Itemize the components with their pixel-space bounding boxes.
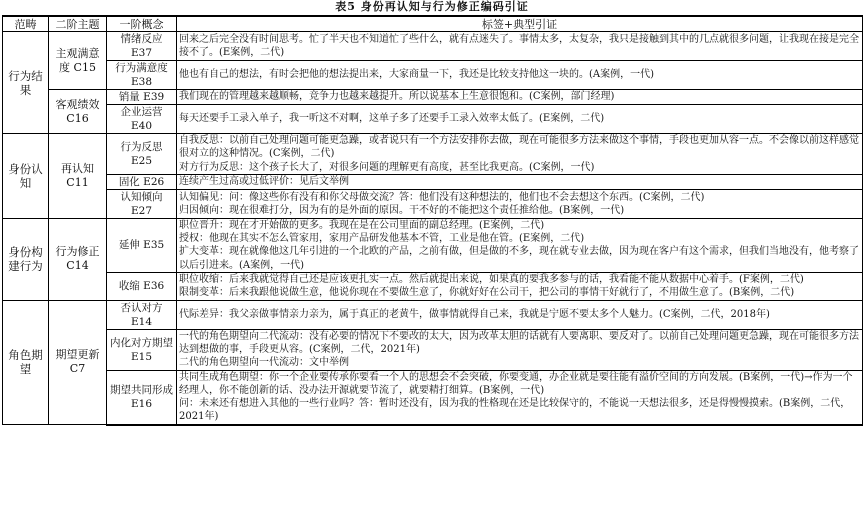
first-order-cell: 行为反思 E25	[107, 134, 177, 175]
quote-cell	[177, 61, 863, 90]
quote-text: 代际差异：我父亲做事情亲力亲为，属于真正的老黄牛，做事情就得自己来，我就是宁愿不要太多个人魅力。(C案例，二代，2018年)	[179, 309, 770, 321]
quote-text: 授权：他现在其实不怎么管家用，家用产品研发他基本不管，工业是他在管。(E案例，二代)	[179, 233, 585, 245]
first-order-cell: 否认对方 E14	[107, 300, 177, 329]
quote-text: 认知偏见：问：像这些你有没有和你父母做交流？答：他们没有这种想法的，他们也不会去想这个东西。(C案例，二代)	[179, 191, 705, 203]
first-order-cell: 销量 E39	[107, 90, 177, 105]
quote-text: 每天还要手工录入单子，我一听这不对啊，这单子多了还要手工录入效率太低了。(E案例，二代)	[179, 113, 605, 125]
quote-cell	[177, 370, 863, 425]
category-cell: 身份认知	[3, 134, 49, 219]
table-row	[3, 370, 863, 425]
category-cell: 行为结果	[3, 32, 49, 134]
table-row	[3, 105, 863, 134]
quote-text: 回来之后完全没有时间思考。忙了半天也不知道忙了些什么，就有点迷失了。事情太多，太复杂，我只是接触到其中的几点就很多问题，让我现在接是完全接不了。(E案例，二代)	[179, 33, 859, 58]
quote-text: 我们现在的管理越来越顺畅，竞争力也越来越提升。所以说基本上生意很饱和。(C案例，部门经理)	[179, 91, 615, 103]
quote-cell	[177, 218, 863, 272]
table-row	[3, 273, 863, 301]
quote-text: 他也有自己的想法，有时会把他的想法提出来，大家商量一下，我还是比较支持他这一块的。(A案例，一代)	[179, 69, 655, 81]
header-label-quotes: 标签+典型引证	[177, 16, 863, 32]
quote-cell	[177, 174, 863, 189]
quote-text: 职位收缩：后来我就觉得自己还是应该更扎实一点。然后就提出来说，如果真的要我多参与的话，我看能不能从数据中心着手。(F案例，二代)	[179, 274, 804, 286]
header-category: 范畴	[3, 16, 49, 32]
quote-text: 连续产生过高或过低评价：见后文举例	[179, 176, 349, 188]
table-row	[3, 32, 863, 61]
quote-cell	[177, 329, 863, 370]
quote-text: 对方行为反思：这个孩子长大了，对很多问题的理解更有高度，甚至比我更高。(C案例，一代)	[179, 161, 595, 173]
quote-cell	[177, 105, 863, 134]
table-row	[3, 329, 863, 370]
second-order-cell: 再认知 C11	[49, 134, 107, 219]
category-cell: 身份构建行为	[3, 218, 49, 300]
quote-text: 职位晋升：现在才开始做的更多。我现在是在公司里面的副总经理。(E案例，二代)	[179, 219, 545, 231]
quote-cell	[177, 134, 863, 175]
quote-cell	[177, 189, 863, 218]
first-order-cell: 固化 E26	[107, 174, 177, 189]
table-row	[3, 134, 863, 175]
coding-table	[2, 15, 863, 426]
category-cell: 角色期望	[3, 300, 49, 425]
table-row	[3, 189, 863, 218]
quote-text: 共同生成角色期望：你一个企业要传承你要看一个人的思想会不会突破，你要变通，办企业就是要往能有溢价空间的方向发展。(B案例，一代)→作为一个经理人，你不能创新的话、没办法开源就要节流了，就要精打细算。(B案例，一代)	[179, 371, 853, 396]
table-row	[3, 300, 863, 329]
quote-text: 问：未来还有想进入其他的一些行业吗？答：暂时还没有，因为我的性格现在还是比较保守的，不能说一天想法很多，还是得慢慢摸索。(B案例，二代，2021年)	[179, 398, 851, 423]
quote-cell	[177, 273, 863, 301]
table-title: 表5 身份再认知与行为修正编码引证	[335, 0, 529, 13]
first-order-cell: 情绪反应 E37	[107, 32, 177, 61]
first-order-cell: 认知倾向 E27	[107, 189, 177, 218]
second-order-cell: 客观绩效 C16	[49, 90, 107, 134]
first-order-cell: 收缩 E36	[107, 273, 177, 301]
quote-text: 一代的角色期望向二代流动：没有必要的情况下不要改的太大，因为改革太胆的话就有人要离职、要反对了。以前自己处理问题更急躁，现在可能很多方法达到想做的事，手段更从容。(C案例，二代，2021年)	[179, 330, 859, 355]
first-order-cell: 内化对方期望 E15	[107, 329, 177, 370]
second-order-cell: 期望更新 C7	[49, 300, 107, 425]
second-order-cell: 主观满意度 C15	[49, 32, 107, 90]
quote-text: 扩大变革：现在就像他这几年引进的一个北欧的产品，之前有做，但是做的不多，现在就专业去做，因为现在客户有这个需求，但我们当地没有，他考察了以后引进来。(A案例，一代)	[179, 246, 859, 271]
quote-text: 自我反思：以前自己处理问题可能更急躁，或者说只有一个方法安排你去做，现在可能很多方法来做这个事情，手段也更加从容一点。不会像以前这样感觉很对立的这种情况。(C案例，二代)	[179, 135, 859, 160]
first-order-cell: 期望共同形成 E16	[107, 370, 177, 425]
first-order-cell: 行为满意度 E38	[107, 61, 177, 90]
table-row	[3, 90, 863, 105]
quote-cell	[177, 32, 863, 61]
quote-cell	[177, 90, 863, 105]
table-row	[3, 174, 863, 189]
first-order-cell: 延伸 E35	[107, 218, 177, 272]
header-second-order-theme: 二阶主题	[49, 16, 107, 32]
second-order-cell: 行为修正 C14	[49, 218, 107, 300]
header-row	[3, 16, 863, 32]
quote-text: 限制变革：后来我跟他说做生意，他说你现在不要做生意了，你就好好在公司干，把公司的事情干好就行了，不用做生意了。(B案例，二代)	[179, 287, 795, 299]
quote-cell	[177, 300, 863, 329]
first-order-cell: 企业运营 E40	[107, 105, 177, 134]
quote-text: 二代的角色期望向一代流动：文中举例	[179, 357, 349, 369]
table-row	[3, 218, 863, 272]
quote-text: 归因倾向：现在很难打分，因为有的是外面的原因。干不好的不能把这个责任推给他。(B案例，一代)	[179, 204, 625, 216]
header-first-order-concept: 一阶概念	[107, 16, 177, 32]
table-row	[3, 61, 863, 90]
